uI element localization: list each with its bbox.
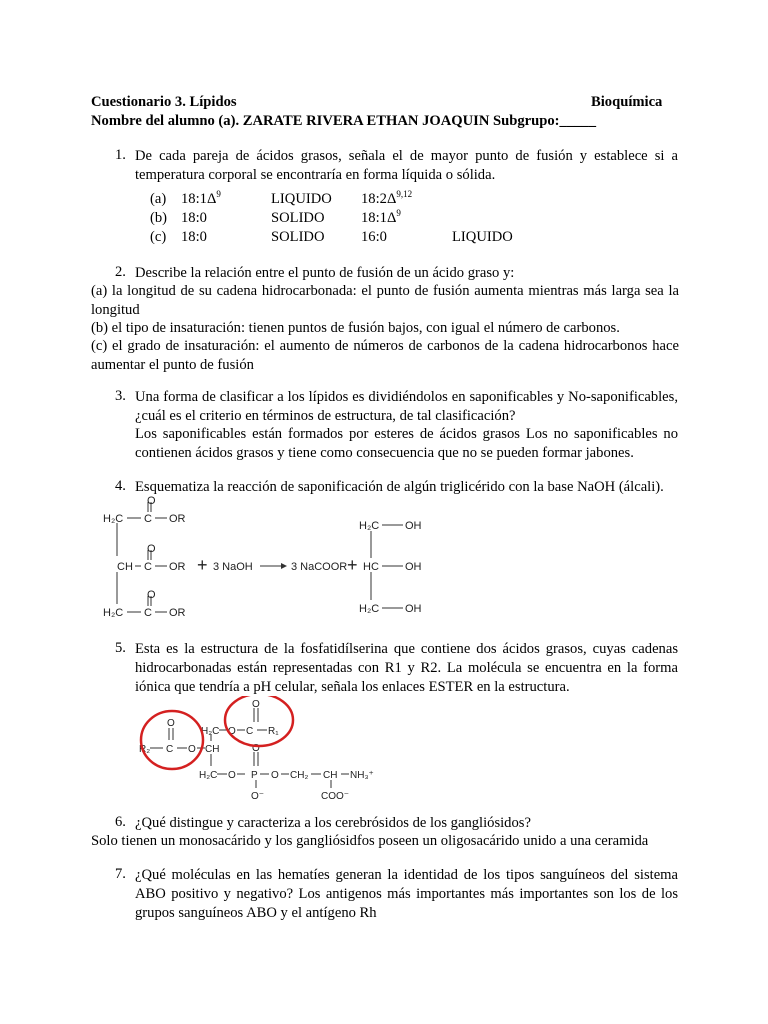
q7-number: 7. (115, 866, 126, 882)
acid-1: 18:0 (181, 229, 207, 245)
phosphatidylserine-structure (135, 696, 385, 806)
o-label: O (188, 744, 196, 755)
row-label: (a) (150, 191, 167, 207)
q6-answer: Solo tienen un monosacárido y los gangliósidfos poseen un oligosacárido unido a una ceramida (91, 833, 649, 849)
c-label: C (144, 561, 152, 573)
carbonyl-o: O (252, 699, 260, 710)
q6-text: ¿Qué distingue y caracteriza a los cerebrósidos de los gangliósidos? (135, 815, 531, 831)
carbonyl-o: O (147, 495, 156, 507)
r1-label: R₁ (268, 726, 279, 737)
acid-2: $18:2\Delta^{9,12}$ (361, 189, 413, 207)
or-label: OR (169, 561, 186, 573)
q2-text: Describe la relación entre el punto de fusión de un ácido graso y: (135, 265, 515, 281)
oh-label: OH (405, 520, 422, 532)
q4-number: 4. (115, 478, 126, 494)
acid-2: $18:1\Delta^9$ (361, 208, 401, 226)
acid-1: 18:0 (181, 210, 207, 226)
q2-answer-b: (b) el tipo de insaturación: tienen puntos de fusión bajos, con igual el número de carbonos. (91, 320, 620, 336)
hc-label: HC (363, 561, 379, 573)
o-label: O (271, 770, 279, 781)
o-label: O (228, 726, 236, 737)
or-label: OR (169, 513, 186, 525)
q7-text: ¿Qué moléculas en las hematíes generan la identidad de los tipos sanguíneos del sistema ABO positivo y negativo? Los antigenos más importantes más importantes son los de los grupos sanguíneos ABO y el antígeno Rh (135, 867, 678, 921)
q1-number: 1. (115, 147, 126, 163)
q2-number: 2. (115, 264, 126, 280)
c-label: C (166, 744, 174, 755)
plus-sign: + (347, 555, 358, 575)
acid-1: $18:1\Delta^9$ (181, 189, 221, 207)
document-title: Cuestionario 3. Lípidos (91, 94, 237, 110)
state-1: SOLIDO (271, 229, 325, 245)
nacoor-label: 3 NaCOOR (291, 561, 348, 573)
coo-label: COO⁻ (321, 791, 350, 802)
h2c-label: H₂C (103, 607, 124, 619)
student-line: Nombre del alumno (a). ZARATE RIVERA ETHAN JOAQUIN Subgrupo:_____ (91, 113, 597, 129)
oh-label: OH (405, 603, 422, 615)
p-label: P (251, 770, 258, 781)
state-2: LIQUIDO (452, 229, 513, 245)
q1-text: De cada pareja de ácidos grasos, señala el de mayor punto de fusión y establece si a temperatura corporal se encontraría en forma líquida o sólida. (135, 148, 678, 183)
ch-label: CH (117, 561, 133, 573)
o-label: O (228, 770, 236, 781)
h2c-label: H₂C (201, 726, 220, 737)
h2c-label: H₂C (199, 770, 218, 781)
carbonyl-o: O (147, 543, 156, 555)
oh-label: OH (405, 561, 422, 573)
row-label: (c) (150, 229, 167, 245)
carbonyl-o: O (147, 589, 156, 601)
subject-label: Bioquímica (591, 94, 663, 110)
q5-number: 5. (115, 640, 126, 656)
q3-text: Una forma de clasificar a los lípidos es dividiéndolos en saponificables y No-saponificables, ¿cuál es el criterio en términos de estructura, de tal clasificación? (135, 389, 678, 424)
or-label: OR (169, 607, 186, 619)
saponification-scheme (95, 494, 455, 622)
carbonyl-o: O (167, 718, 175, 729)
c-label: C (246, 726, 254, 737)
h2c-label: H₂C (359, 603, 380, 615)
q2-answer-a: (a) la longitud de su cadena hidrocarbonada: el punto de fusión aumenta mientras más larga sea la longitud (91, 283, 679, 318)
r2-label: R₂ (139, 744, 151, 755)
o-minus-label: O⁻ (251, 791, 265, 802)
q3-answer: Los saponificables están formados por esteres de ácidos grasos Los no saponificables no contienen ácidos grasos y tiene como consecuencia que no se pueden formar jabones. (135, 426, 678, 461)
nh3-label: NH₃⁺ (350, 770, 374, 781)
state-1: SOLIDO (271, 210, 325, 226)
ch2-label: CH₂ (290, 770, 309, 781)
q5-text: Esta es la estructura de la fosfatidílserina que contiene dos ácidos grasos, cuyas cadenas hidrocarbonadas están representadas con R1 y R2. La molécula se encuentra en la forma iónica que tendría a pH celular, señala los enlaces ESTER en la estructura. (135, 641, 678, 695)
ch-label: CH (323, 770, 338, 781)
plus-sign: + (197, 555, 208, 575)
h2c-label: H₂C (103, 513, 124, 525)
acid-2: 16:0 (361, 229, 387, 245)
q6-number: 6. (115, 814, 126, 830)
q3-number: 3. (115, 388, 126, 404)
state-1: LIQUIDO (271, 191, 332, 207)
h2c-label: H₂C (359, 520, 380, 532)
row-label: (b) (150, 210, 168, 226)
c-label: C (144, 513, 152, 525)
ch-label: CH (205, 744, 220, 755)
c-label: C (144, 607, 152, 619)
q2-answer-c: (c) el grado de insaturación: el aumento de números de carbonos de la cadena hidrocarbonos hace aumentar el punto de fusión (91, 338, 679, 373)
q4-text: Esquematiza la reacción de saponificación de algún triglicérido con la base NaOH (álcali). (135, 479, 664, 495)
naoh-label: 3 NaOH (213, 561, 253, 573)
phosphoryl-o: O (252, 743, 260, 754)
